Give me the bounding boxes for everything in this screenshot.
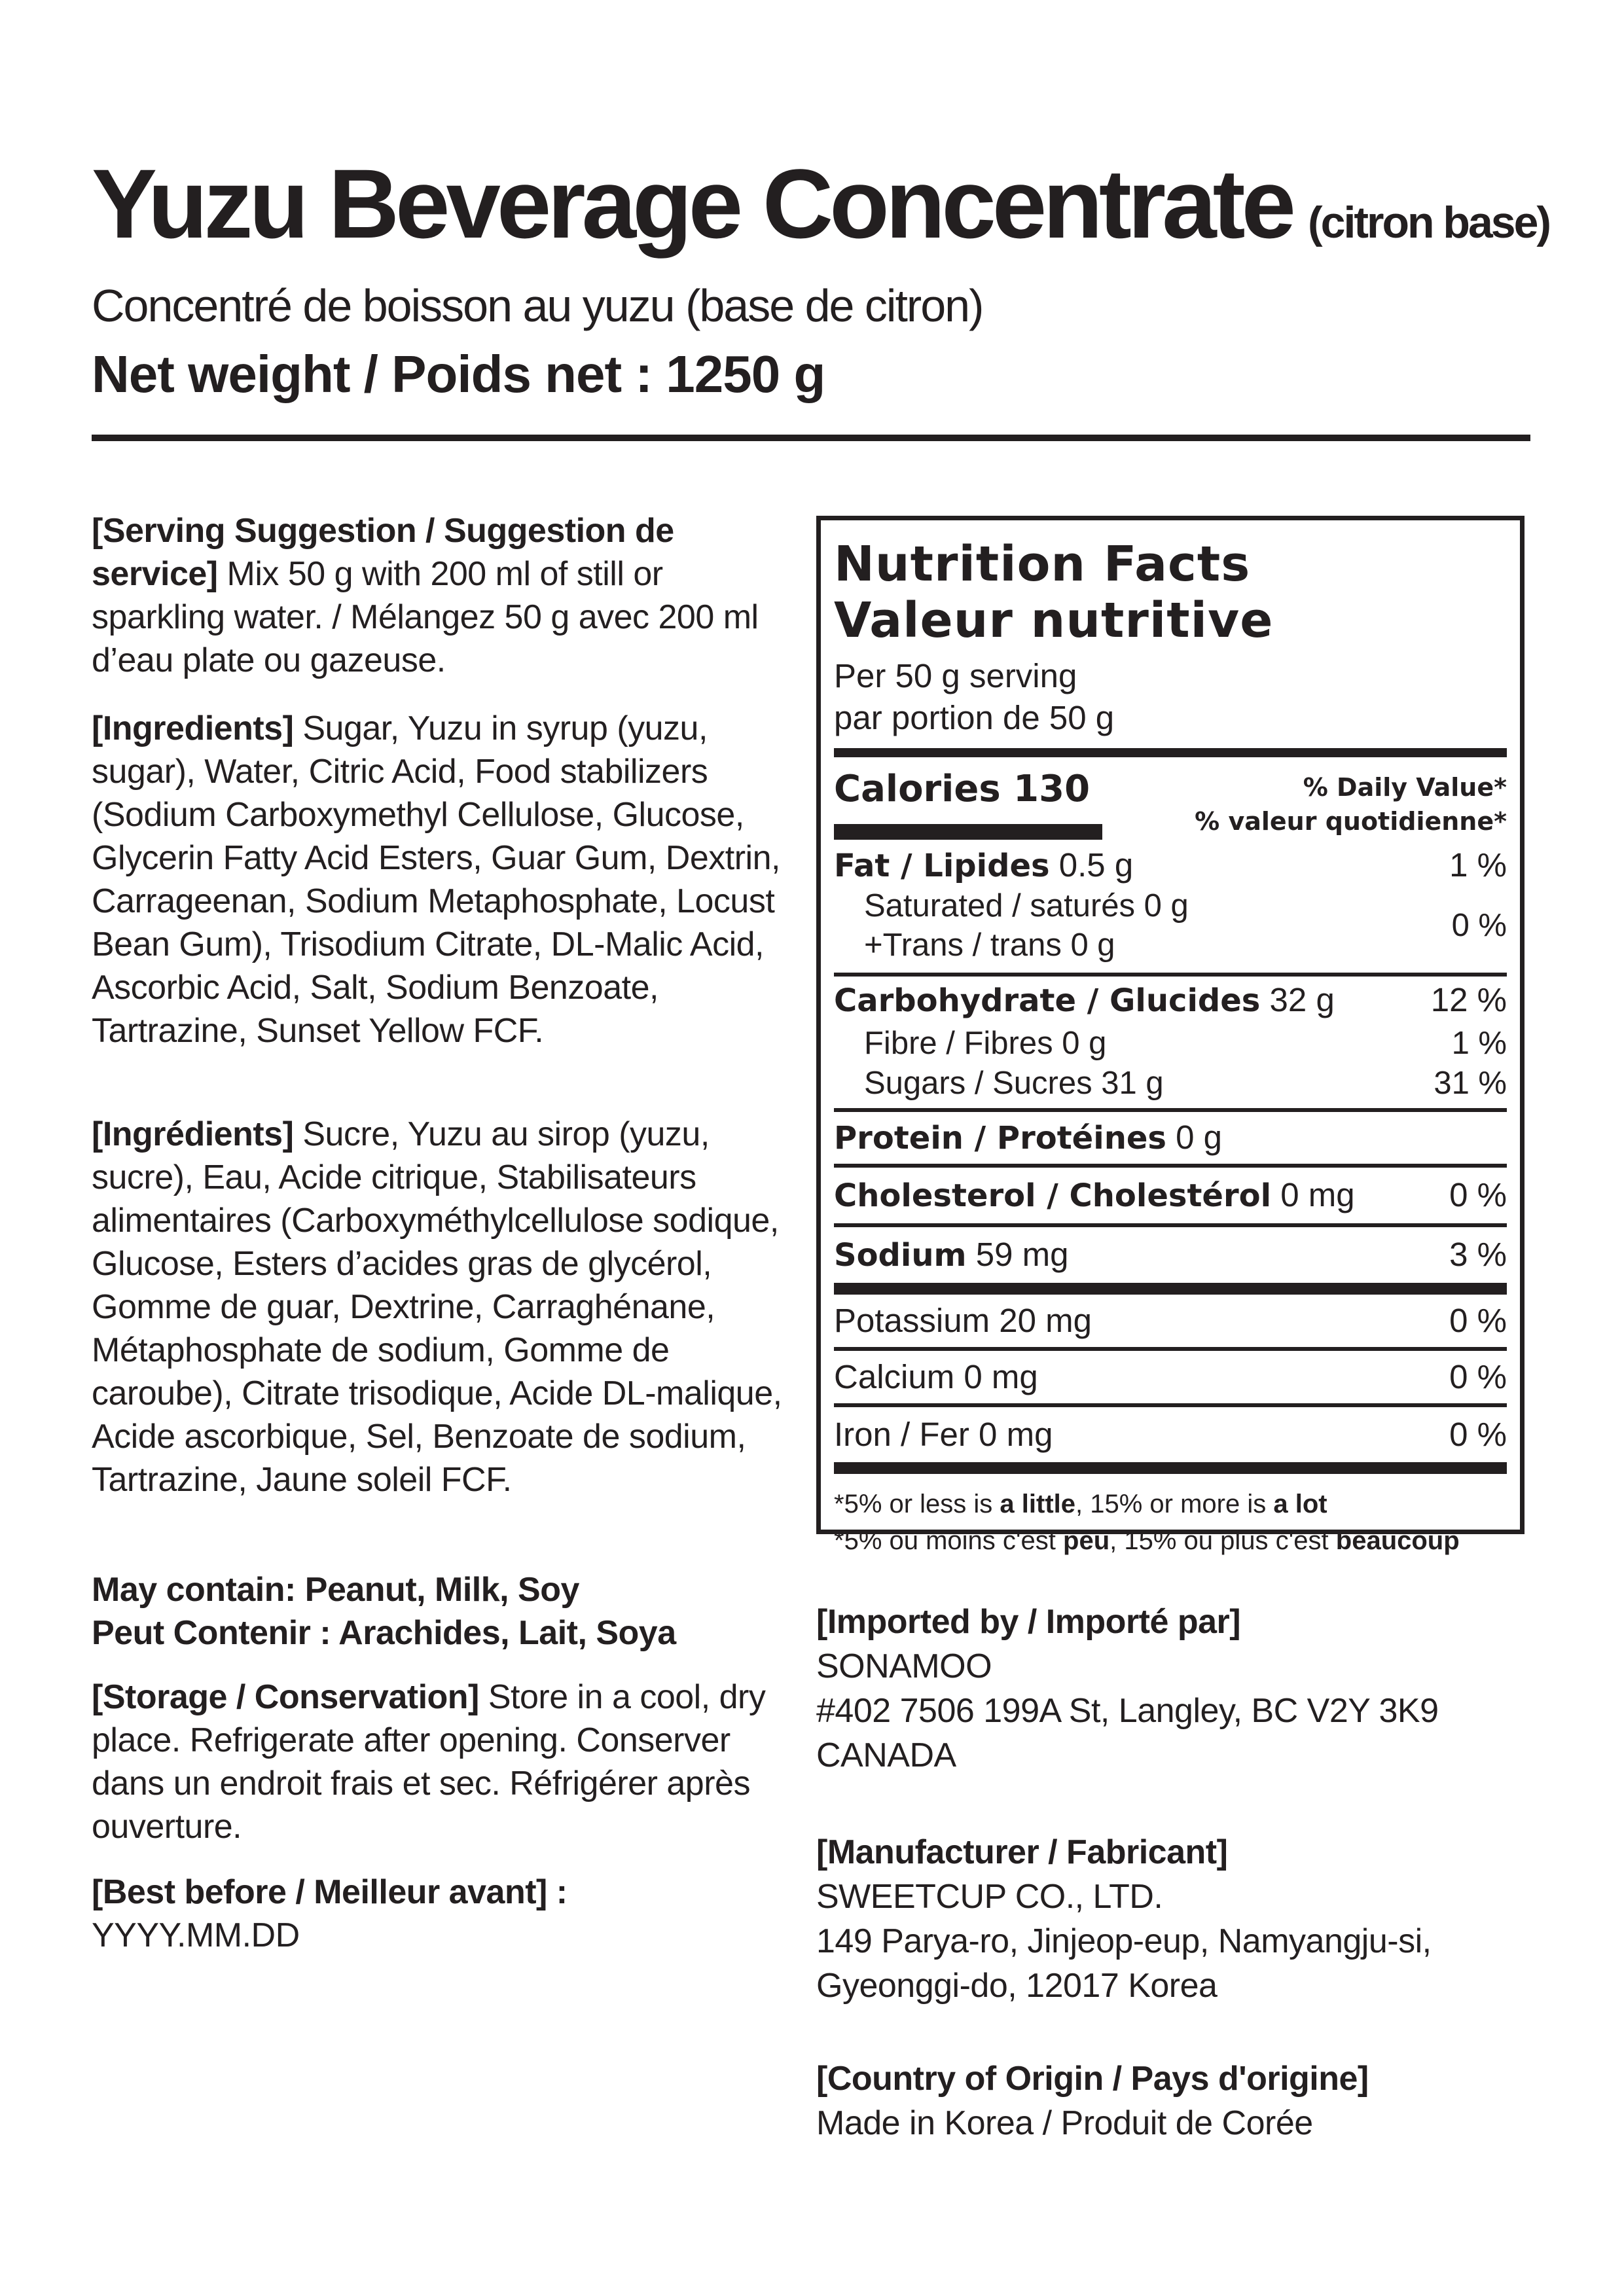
fat-amount: 0.5 g	[1049, 846, 1134, 884]
manufacturer-address-line1: 149 Parya-ro, Jinjeop-eup, Namyangju-si,	[816, 1922, 1432, 1960]
daily-value-header-english: % Daily Value*	[1303, 773, 1507, 802]
calories-bar	[834, 824, 1102, 840]
sodium-dv: 3 %	[1449, 1236, 1507, 1273]
product-title-french: Concentré de boisson au yuzu (base de citron)	[92, 280, 983, 331]
daily-value-header-french: % valeur quotidienne*	[1195, 807, 1507, 836]
nutrition-title	[834, 536, 1507, 649]
serving-suggestion-label: [Serving Suggestion / Suggestion de service]	[92, 512, 674, 593]
sodium-amount: 59 mg	[966, 1236, 1069, 1273]
serving-suggestion-text: Mix 50 g with 200 ml of still or sparkling water. / Mélangez 50 g avec 200 ml d’eau plate ou gazeuse.	[92, 555, 759, 679]
protein-amount: 0 g	[1166, 1119, 1223, 1156]
net-weight: Net weight / Poids net : 1250 g	[92, 345, 825, 403]
storage-label: [Storage / Conservation]	[92, 1678, 479, 1716]
footnote-text: *5% ou moins c'est	[834, 1526, 1064, 1555]
protein-label: Protein / Protéines	[834, 1120, 1166, 1157]
carbohydrate-row	[834, 977, 1507, 1024]
country-of-origin	[816, 2056, 1549, 2145]
cholesterol-label: Cholesterol / Cholestérol	[834, 1177, 1272, 1214]
footnote-emphasis: a lot	[1273, 1490, 1327, 1518]
serving-size-french: par portion de 50 g	[834, 699, 1115, 736]
calcium-dv: 0 %	[1449, 1358, 1507, 1395]
potassium-dv: 0 %	[1449, 1302, 1507, 1339]
fibre-row	[834, 1024, 1507, 1062]
cholesterol-row	[834, 1168, 1507, 1223]
sodium-label: Sodium	[834, 1237, 967, 1274]
importer-address-line1: #402 7506 199A St, Langley, BC V2Y 3K9	[816, 1692, 1439, 1730]
best-before	[92, 1871, 805, 1957]
footnote-english	[834, 1486, 1507, 1522]
sat-trans-dv: 0 %	[1451, 908, 1507, 943]
iron-label: Iron / Fer 0 mg	[834, 1416, 1053, 1453]
ingredients-english	[92, 707, 805, 1052]
carbohydrate-label: Carbohydrate / Glucides	[834, 982, 1261, 1019]
calcium-label: Calcium 0 mg	[834, 1358, 1038, 1395]
best-before-value: YYYY.MM.DD	[92, 1916, 300, 1954]
footnote-emphasis: peu	[1063, 1526, 1110, 1555]
daily-value-footnote	[834, 1486, 1507, 1559]
product-title	[92, 149, 1550, 259]
protein-row	[834, 1112, 1507, 1164]
ingredients-french-text: Sucre, Yuzu au sirop (yuzu, sucre), Eau, Acide citrique, Stabilisateurs alimentaires (Carboxyméthylcellulose sodique, Glucose, Esters d’acides gras de glycérol, Gomme de guar, Dextrine, Carraghénane, Métaphosphate de sodium, Gomme de caroube), Citrate trisodique, Acide DL-malique, Acide ascorbique, Sel, Benzoate de sodium, Tartrazine, Jaune soleil FCF.	[92, 1115, 782, 1499]
calories-row	[834, 766, 1507, 840]
header-divider	[92, 435, 1530, 441]
origin-label: [Country of Origin / Pays d'origine]	[816, 2060, 1369, 2098]
importer-address-line2: CANADA	[816, 1736, 956, 1774]
iron-row	[834, 1407, 1507, 1462]
daily-value-header	[1195, 766, 1507, 840]
manufacturer-name: SWEETCUP CO., LTD.	[816, 1878, 1163, 1916]
best-before-label: [Best before / Meilleur avant] :	[92, 1873, 568, 1911]
nutrition-title-english: Nutrition Facts	[834, 536, 1251, 592]
trans-fat: +Trans / trans 0 g	[864, 927, 1115, 963]
importer-info	[816, 1600, 1549, 1778]
product-title-main: Yuzu Beverage Concentrate	[92, 149, 1292, 259]
cholesterol-dv: 0 %	[1449, 1176, 1507, 1213]
footnote-french	[834, 1522, 1507, 1559]
cholesterol-amount: 0 mg	[1271, 1176, 1355, 1213]
ingredients-english-label: [Ingredients]	[92, 709, 294, 747]
product-title-sub: (citron base)	[1307, 198, 1550, 247]
fibre-label: Fibre / Fibres 0 g	[864, 1026, 1107, 1061]
importer-label: [Imported by / Importé par]	[816, 1603, 1241, 1641]
fibre-dv: 1 %	[1451, 1026, 1507, 1061]
footnote-text: , 15% or more is	[1075, 1490, 1274, 1518]
iron-dv: 0 %	[1449, 1416, 1507, 1453]
carbohydrate-dv: 12 %	[1430, 981, 1507, 1018]
ingredients-french	[92, 1113, 805, 1501]
footnote-emphasis: a little	[1000, 1490, 1076, 1518]
allergen-french: Peut Contenir : Arachides, Lait, Soya	[92, 1614, 676, 1652]
fat-dv: 1 %	[1449, 846, 1507, 884]
sugars-label: Sugars / Sucres 31 g	[864, 1066, 1164, 1101]
calories: Calories 130	[834, 768, 1091, 810]
serving-size-english: Per 50 g serving	[834, 657, 1077, 694]
serving-size	[834, 655, 1507, 739]
origin-value: Made in Korea / Produit de Corée	[816, 2104, 1313, 2142]
carbohydrate-amount: 32 g	[1260, 981, 1335, 1018]
footnote-emphasis: beaucoup	[1335, 1526, 1460, 1555]
divider-thick	[834, 748, 1507, 757]
calcium-row	[834, 1351, 1507, 1403]
potassium-label: Potassium 20 mg	[834, 1302, 1092, 1339]
sugars-row	[834, 1062, 1507, 1104]
fat-label: Fat / Lipides	[834, 848, 1050, 884]
sat-trans-row	[834, 886, 1507, 965]
serving-suggestion	[92, 509, 805, 682]
allergen-english: May contain: Peanut, Milk, Soy	[92, 1571, 579, 1609]
fat-row	[834, 845, 1507, 886]
sugars-dv: 31 %	[1434, 1066, 1507, 1101]
storage-text: Store in a cool, dry place. Refrigerate after opening. Conserver dans un endroit frais et sec. Réfrigérer après ouverture.	[92, 1678, 766, 1846]
potassium-row	[834, 1295, 1507, 1347]
nutrition-facts-table	[816, 516, 1525, 1555]
ingredients-french-label: [Ingrédients]	[92, 1115, 294, 1153]
sodium-row	[834, 1227, 1507, 1283]
manufacturer-label: [Manufacturer / Fabricant]	[816, 1833, 1228, 1871]
storage-instructions	[92, 1676, 805, 1848]
divider-thick	[834, 1462, 1507, 1474]
manufacturer-address-line2: Gyeonggi-do, 12017 Korea	[816, 1967, 1218, 2005]
divider-thick	[834, 1283, 1507, 1295]
nutrition-title-french: Valeur nutritive	[834, 592, 1274, 649]
manufacturer-info	[816, 1830, 1549, 2008]
footnote-text: , 15% ou plus c'est	[1110, 1526, 1336, 1555]
importer-name: SONAMOO	[816, 1647, 992, 1685]
footnote-text: *5% or less is	[834, 1490, 1000, 1518]
saturated-fat: Saturated / saturés 0 g	[864, 888, 1189, 924]
allergen-statement	[92, 1568, 805, 1655]
ingredients-english-text: Sugar, Yuzu in syrup (yuzu, sugar), Water, Citric Acid, Food stabilizers (Sodium Carboxymethyl Cellulose, Glucose, Glycerin Fatty Acid Esters, Guar Gum, Dextrin, Carrageenan, Sodium Metaphosphate, Locust Bean Gum), Trisodium Citrate, DL-Malic Acid, Ascorbic Acid, Salt, Sodium Benzoate, Tartrazine, Sunset Yellow FCF.	[92, 709, 780, 1050]
